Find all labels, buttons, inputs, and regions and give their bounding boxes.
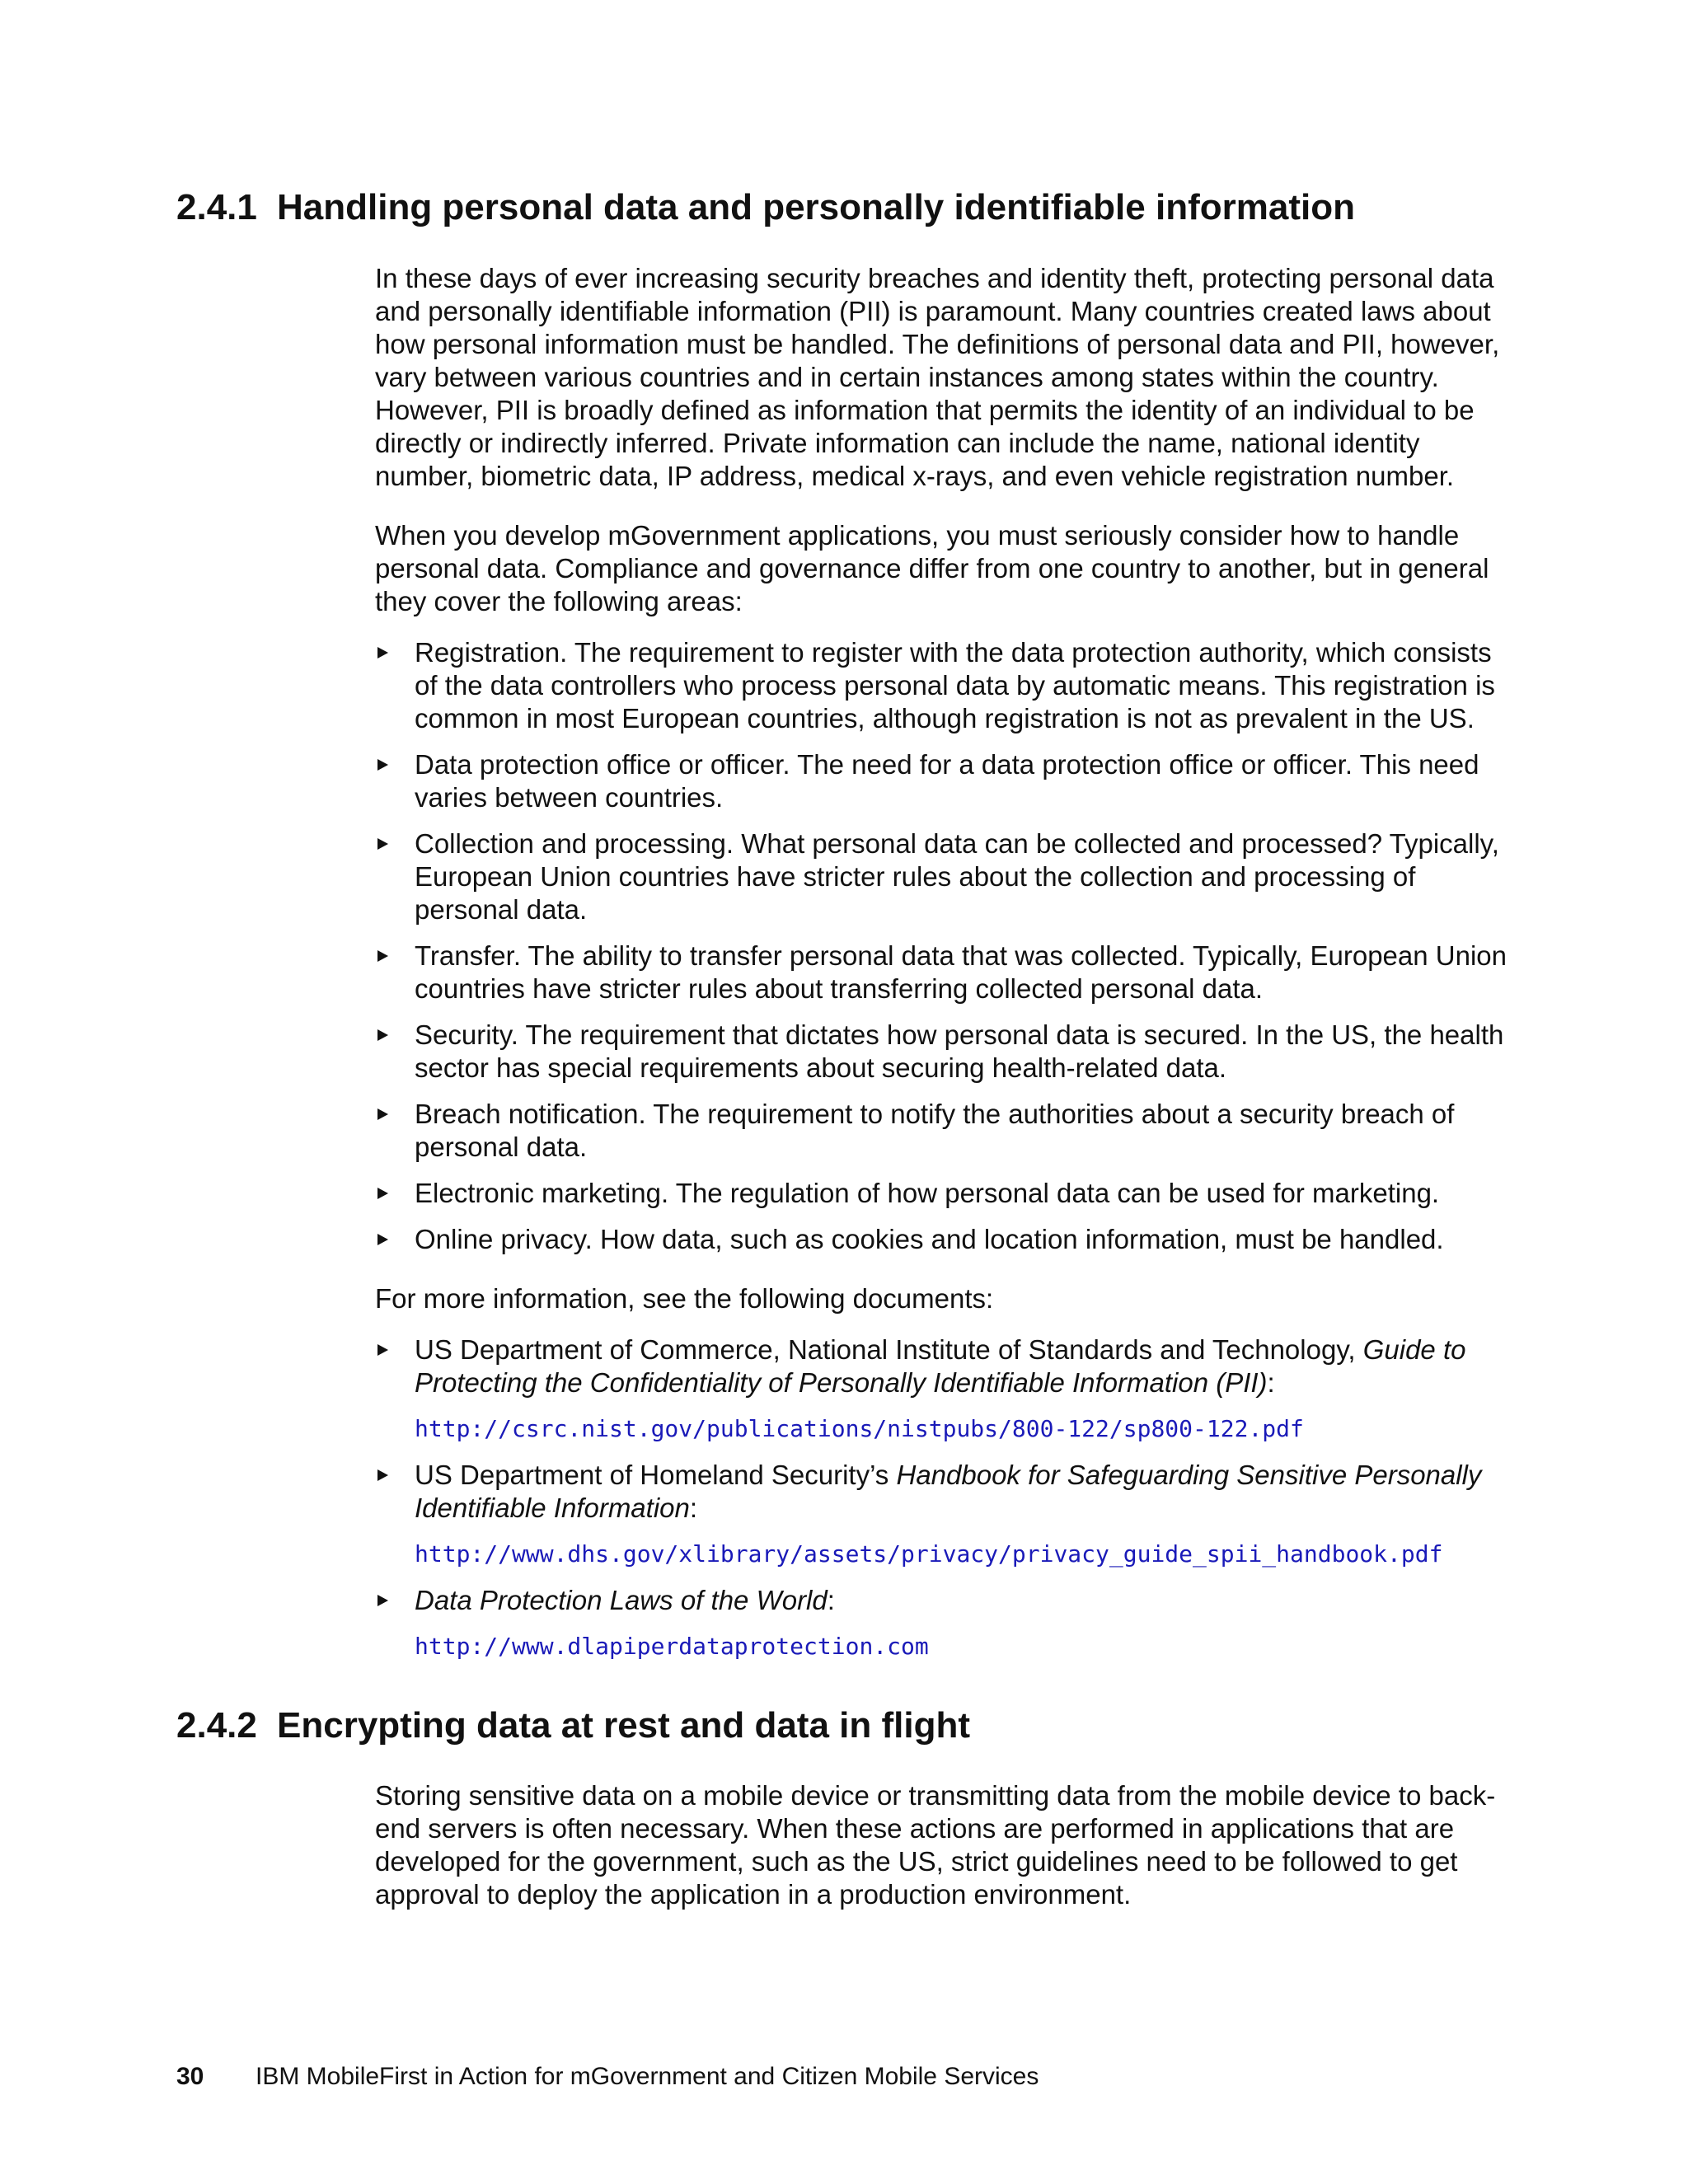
bullet-arrow-icon — [377, 1595, 388, 1606]
list-item: Collection and processing. What personal data can be collected and processed? Typically, European Union countries have stricter rules about the collection and processing of personal data. — [375, 827, 1512, 926]
bullet-arrow-icon — [377, 759, 388, 771]
compliance-paragraph: When you develop mGovernment applications, you must seriously consider how to handle personal data. Compliance and governance differ from one country to another, but in general they cover the following areas: — [375, 520, 1489, 616]
intro-paragraph: In these days of ever increasing security breaches and identity theft, protecting personal data and personally identifiable information (PII) is paramount. Many countries created laws about how personal information must be handled. The definitions of personal data and PII, however, vary between various countries and in certain instances among states within the country. However, PII is broadly defined as information that permits the identity of an individual to be directly or indirectly inferred. Private information can include the name, national identity number, biometric data, IP address, medical x-rays, and even vehicle registration number. — [375, 263, 1500, 491]
bullet-arrow-icon — [377, 1469, 388, 1481]
list-item: Registration. The requirement to register with the data protection authority, which consists of the data controllers who process personal data by automatic means. This registration is common in most European countries, although registration is not as prevalent in the US. — [375, 636, 1512, 735]
list-item: Online privacy. How data, such as cookies and location information, must be handled. — [375, 1223, 1512, 1256]
document-item: Data Protection Laws of the World: http://www.dlapiperdataprotection.com — [375, 1584, 1512, 1663]
bullet-arrow-icon — [377, 950, 388, 962]
section-number: 2.4.1 — [176, 187, 257, 227]
list-item: Electronic marketing. The regulation of how personal data can be used for marketing. — [375, 1177, 1512, 1210]
bullet-arrow-icon — [377, 1344, 388, 1356]
bullet-arrow-icon — [377, 647, 388, 658]
encryption-paragraph: Storing sensitive data on a mobile device or transmitting data from the mobile device to back-end servers is often necessary. When these actions are performed in applications that are developed for the government, such as the US, strict guidelines need to be followed to get approval to deploy the application in a production environment. — [375, 1780, 1496, 1910]
page-footer — [176, 2062, 1039, 2092]
bullet-arrow-icon — [377, 838, 388, 850]
section-heading-2-4-2 — [176, 1704, 970, 1747]
document-item: US Department of Homeland Security’s Handbook for Safeguarding Sensitive Personally Identifiable Information: http://www.dhs.gov/xlibrary/assets/privacy/privacy_guide_spii_handbook.pdf — [375, 1459, 1512, 1571]
section-title: Encrypting data at rest and data in flight — [277, 1705, 970, 1746]
documents-list — [375, 1333, 1512, 1663]
bullet-arrow-icon — [377, 1188, 388, 1199]
bullet-arrow-icon — [377, 1108, 388, 1120]
section-number: 2.4.2 — [176, 1705, 257, 1746]
document-title: Handbook for Safeguarding Sensitive Personally Identifiable Information — [415, 1460, 1482, 1523]
document-title: Guide to Protecting the Confidentiality of Personally Identifiable Information (PII) — [415, 1334, 1466, 1398]
section-body-2-4-2 — [375, 1779, 1512, 1938]
section-body-2-4-1 — [375, 262, 1512, 1690]
nist-document-link[interactable]: http://csrc.nist.gov/publications/nistpubs/800-122/sp800-122.pdf — [415, 1415, 1304, 1442]
bullet-arrow-icon — [377, 1234, 388, 1245]
dhs-document-link[interactable]: http://www.dhs.gov/xlibrary/assets/privacy/privacy_guide_spii_handbook.pdf — [415, 1540, 1443, 1568]
bullet-arrow-icon — [377, 1029, 388, 1041]
document-title: Data Protection Laws of the World — [415, 1585, 828, 1615]
document-item: US Department of Commerce, National Institute of Standards and Technology, Guide to Protecting the Confidentiality of Personally Identifiable Information (PII): http://csrc.nist.gov/publications/nistpubs/800-122/sp800-122.pdf — [375, 1333, 1512, 1446]
compliance-areas-list — [375, 636, 1512, 1256]
more-info-paragraph: For more information, see the following documents: — [375, 1283, 994, 1314]
list-item: Breach notification. The requirement to notify the authorities about a security breach of personal data. — [375, 1098, 1512, 1164]
section-title: Handling personal data and personally identifiable information — [277, 187, 1355, 227]
list-item: Data protection office or officer. The need for a data protection office or officer. This need varies between countries. — [375, 748, 1512, 814]
page-number: 30 — [176, 2063, 204, 2090]
list-item: Security. The requirement that dictates how personal data is secured. In the US, the health sector has special requirements about securing health-related data. — [375, 1019, 1512, 1085]
book-title: IBM MobileFirst in Action for mGovernment and Citizen Mobile Services — [256, 2063, 1039, 2090]
dla-piper-link[interactable]: http://www.dlapiperdataprotection.com — [415, 1633, 929, 1660]
list-item: Transfer. The ability to transfer personal data that was collected. Typically, European Union countries have stricter rules about transferring collected personal data. — [375, 940, 1512, 1005]
section-heading-2-4-1 — [176, 186, 1355, 229]
